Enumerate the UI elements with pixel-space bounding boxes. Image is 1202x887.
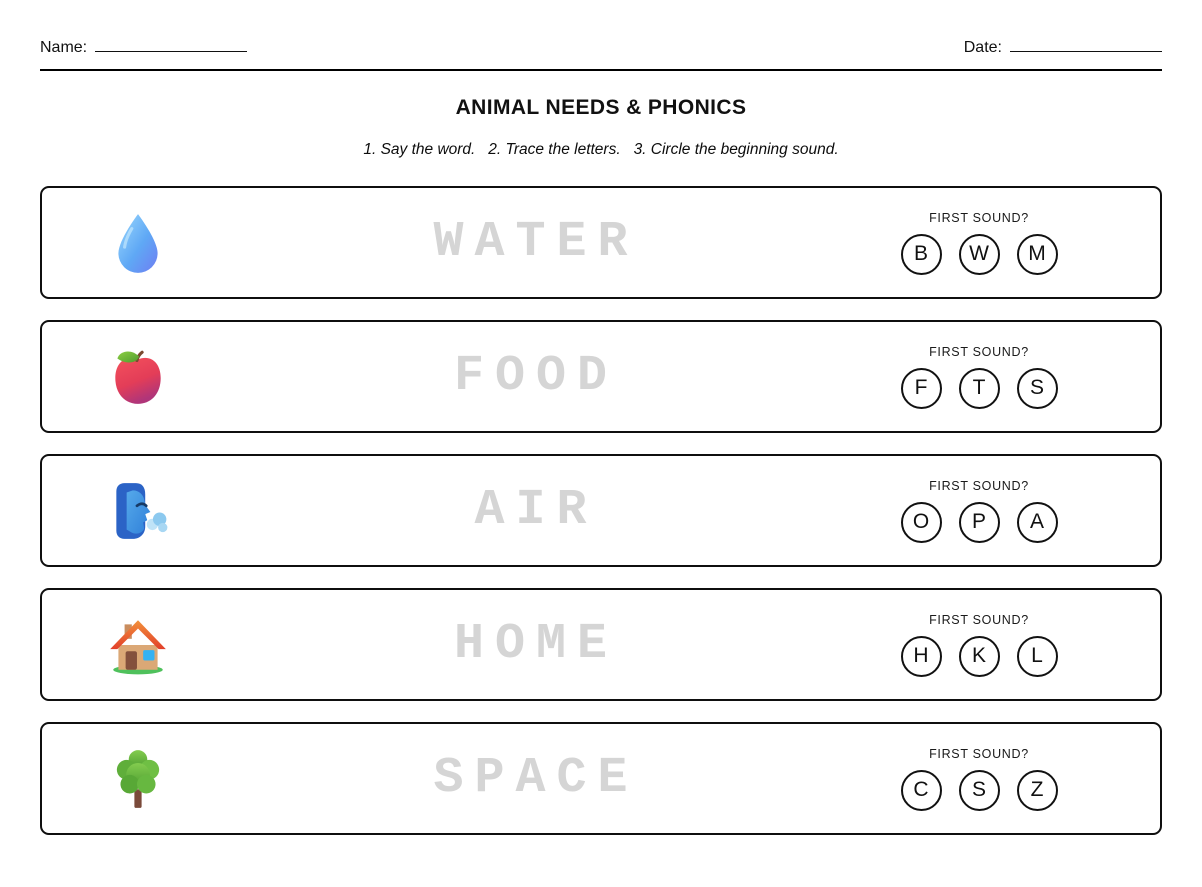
row-air xyxy=(40,454,1162,567)
trace-word: HOME xyxy=(453,616,619,673)
choice-letter[interactable]: L xyxy=(1017,636,1058,677)
trace-word: AIR xyxy=(474,482,598,539)
name-field xyxy=(40,38,247,57)
choice-letter[interactable]: Z xyxy=(1017,770,1058,811)
first-sound-label: FIRST SOUND? xyxy=(929,344,1029,359)
choice-letter[interactable]: W xyxy=(959,234,1000,275)
first-sound-block xyxy=(890,479,1068,543)
name-label: Name: xyxy=(40,39,88,56)
first-sound-label: FIRST SOUND? xyxy=(929,478,1029,493)
first-sound-block xyxy=(890,747,1068,811)
name-blank-line[interactable] xyxy=(95,38,247,52)
first-sound-label: FIRST SOUND? xyxy=(929,612,1029,627)
date-label: Date: xyxy=(963,39,1002,56)
first-sound-label: FIRST SOUND? xyxy=(929,746,1029,761)
worksheet-header xyxy=(0,0,1202,57)
first-sound-block xyxy=(890,211,1068,275)
first-sound-label: FIRST SOUND? xyxy=(929,210,1029,225)
row-home xyxy=(40,588,1162,701)
worksheet-rows xyxy=(40,186,1162,835)
row-food xyxy=(40,320,1162,433)
choice-letter[interactable]: F xyxy=(901,368,942,409)
trace-word: WATER xyxy=(433,214,639,271)
house-icon xyxy=(105,610,171,680)
water-drop-icon xyxy=(105,208,171,278)
trace-word: FOOD xyxy=(453,348,619,405)
first-sound-block xyxy=(890,345,1068,409)
apple-icon xyxy=(105,342,171,412)
choice-circles xyxy=(901,636,1058,677)
tree-icon xyxy=(105,744,171,814)
header-divider xyxy=(40,69,1162,71)
choice-letter[interactable]: S xyxy=(959,770,1000,811)
choice-circles xyxy=(901,770,1058,811)
choice-letter[interactable]: B xyxy=(901,234,942,275)
choice-letter[interactable]: H xyxy=(901,636,942,677)
choice-letter[interactable]: C xyxy=(901,770,942,811)
row-water xyxy=(40,186,1162,299)
choice-circles xyxy=(901,502,1058,543)
choice-letter[interactable]: A xyxy=(1017,502,1058,543)
trace-word: SPACE xyxy=(433,750,639,807)
row-space xyxy=(40,722,1162,835)
page-title: ANIMAL NEEDS & PHONICS xyxy=(455,96,747,119)
choice-letter[interactable]: T xyxy=(959,368,1000,409)
face-blowing-air-icon xyxy=(105,476,171,546)
choice-circles xyxy=(901,234,1058,275)
choice-letter[interactable]: M xyxy=(1017,234,1058,275)
date-blank-line[interactable] xyxy=(1010,38,1162,52)
choice-letter[interactable]: O xyxy=(901,502,942,543)
date-field xyxy=(964,38,1162,57)
choice-letter[interactable]: S xyxy=(1017,368,1058,409)
choice-circles xyxy=(901,368,1058,409)
choice-letter[interactable]: K xyxy=(959,636,1000,677)
instructions-text: 1. Say the word. 2. Trace the letters. 3. Circle the beginning sound. xyxy=(363,141,839,158)
first-sound-block xyxy=(890,613,1068,677)
choice-letter[interactable]: P xyxy=(959,502,1000,543)
